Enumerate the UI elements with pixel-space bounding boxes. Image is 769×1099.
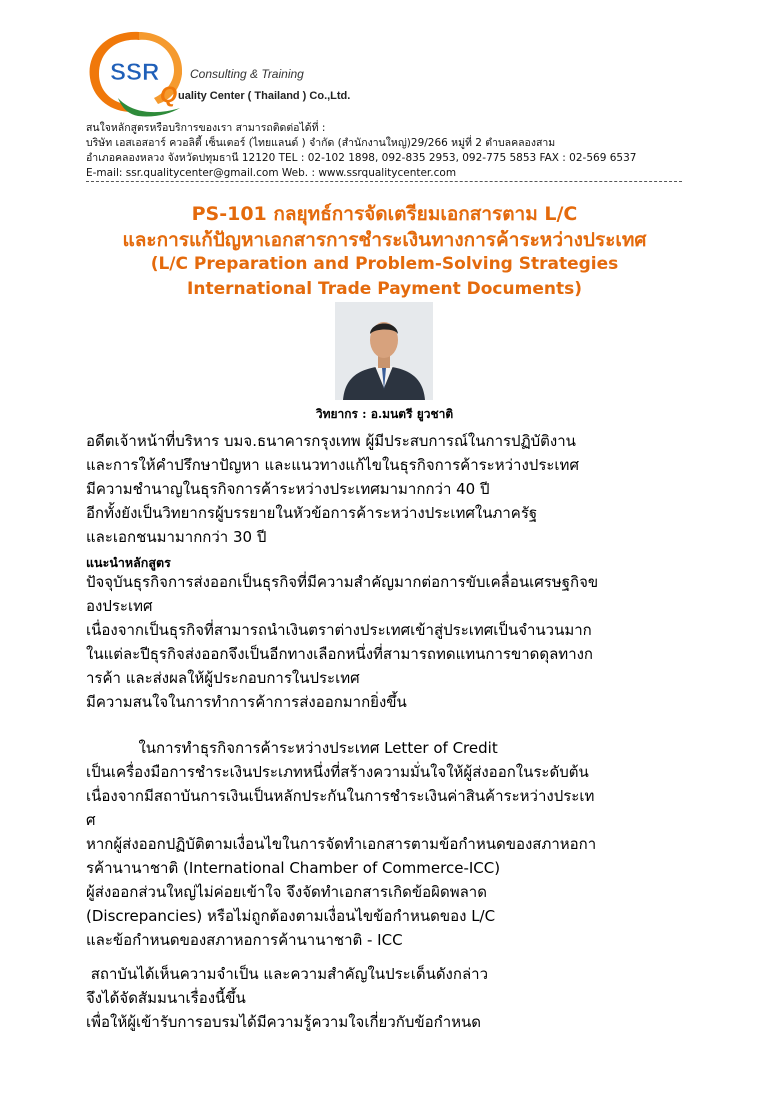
intro-paragraph-3 [86, 962, 488, 1034]
paragraph-line: ารค้า และส่งผลให้ผู้ประกอบการในประเทศ [86, 669, 360, 687]
bio-line: และเอกชนมามากกว่า 30 ปี [86, 528, 267, 546]
paragraph-line: องประเทศ [86, 597, 153, 615]
contact-line: อำเภอคลองหลวง จังหวัดปทุมธานี 12120 TEL : 02-102 1898, 092-835 2953, 092-775 5853 FAX : 02-569 6537 [86, 152, 637, 164]
bio-line: อีกทั้งยังเป็นวิทยากรผู้บรรยายในหัวข้อการค้าระหว่างประเทศในภาครัฐ [86, 504, 538, 522]
paragraph-line: เนื่องจากมีสถาบันการเงินเป็นหลักประกันในการชำระเงินค่าสินค้าระหว่างประเท [86, 787, 595, 805]
paragraph-line: ในการทำธุรกิจการค้าระหว่างประเทศ Letter of Credit [86, 739, 498, 757]
paragraph-line: (Discrepancies) หรือไม่ถูกต้องตามเงื่อนไขข้อกำหนดของ L/C [86, 907, 496, 925]
contact-line: สนใจหลักสูตรหรือบริการของเรา สามารถติดต่อได้ที่ : [86, 122, 326, 134]
logo-letter: Q [160, 82, 178, 107]
paragraph-line: ผู้ส่งออกส่วนใหญ่ไม่ค่อยเข้าใจ จึงจัดทำเอกสารเกิดข้อผิดพลาด [86, 883, 487, 901]
bio-line: อดีตเจ้าหน้าที่บริหาร บมจ.ธนาคารกรุงเทพ ผู้มีประสบการณ์ในการปฏิบัติงาน [86, 432, 576, 450]
course-title-en-line: International Trade Payment Documents) [187, 279, 582, 299]
logo-tagline: Consulting & Training [190, 67, 304, 81]
logo-org-name: uality Center ( Thailand ) Co.,Ltd. [178, 90, 351, 102]
divider [86, 181, 682, 182]
paragraph-line: มีความสนใจในการทำการค้าการส่งออกมากยิ่งขึ้น [86, 693, 407, 711]
paragraph-line: และข้อกำหนดของสภาหอการค้านานาชาติ - ICC [86, 931, 403, 949]
logo-acronym: SSR [110, 59, 160, 86]
section-heading: แนะนำหลักสูตร [86, 555, 171, 570]
course-title-line: และการแก้ปัญหาเอกสารการชำระเงินทางการค้าระหว่างประเทศ [122, 229, 647, 251]
intro-paragraph-2 [86, 736, 596, 952]
bio-line: และการให้คำปรึกษาปัญหา และแนวทางแก้ไขในธุรกิจการค้าระหว่างประเทศ [86, 456, 579, 474]
intro-paragraph-1 [86, 570, 598, 714]
contact-block [86, 121, 636, 181]
instructor-caption: วิทยากร : อ.มนตรี ยูวชาติ [315, 407, 454, 421]
course-title-line: PS-101 กลยุทธ์การจัดเตรียมเอกสารตาม L/C [191, 203, 578, 225]
contact-line: E-mail: ssr.qualitycenter@gmail.com Web. : www.ssrqualitycenter.com [86, 167, 457, 179]
paragraph-line: ในแต่ละปีธุรกิจส่งออกจึงเป็นอีกทางเลือกหนึ่งที่สามารถทดแทนการขาดดุลทางก [86, 645, 594, 663]
paragraph-line: สถาบันได้เห็นความจำเป็น และความสำคัญในประเด็นดังกล่าว [86, 965, 489, 983]
paragraph-line: ปัจจุบันธุรกิจการส่งออกเป็นธุรกิจที่มีความสำคัญมากต่อการขับเคลื่อนเศรษฐกิจข [86, 573, 599, 591]
bio-line: มีความชำนาญในธุรกิจการค้าระหว่างประเทศมามากกว่า 40 ปี [86, 480, 490, 498]
instructor-bio [86, 429, 579, 549]
paragraph-line: เพื่อให้ผู้เข้ารับการอบรมได้มีความรู้ความใจเกี่ยวกับข้อกำหนด [86, 1013, 481, 1031]
paragraph-line: หากผู้ส่งออกปฏิบัติตามเงื่อนไขในการจัดทำเอกสารตามข้อกำหนดของสภาหอกา [86, 835, 597, 853]
paragraph-line: เป็นเครื่องมือการชำระเงินประเภทหนึ่งที่สร้างความมั่นใจให้ผู้ส่งออกในระดับต้น [86, 763, 589, 781]
paragraph-line: จึงได้จัดสัมมนาเรื่องนี้ขึ้น [86, 989, 246, 1007]
contact-line: บริษัท เอสเอสอาร์ ควอลิตี้ เซ็นเตอร์ (ไทยแลนด์ ) จำกัด (สำนักงานใหญ่)29/266 หมู่ที่ 2 ตำบลคลองสาม [86, 137, 556, 149]
paragraph-line: เนื่องจากเป็นธุรกิจที่สามารถนำเงินตราต่างประเทศเข้าสู่ประเทศเป็นจำนวนมาก [86, 621, 592, 639]
paragraph-line: ศ [86, 811, 96, 829]
paragraph-line: รค้านานาชาติ (International Chamber of Commerce-ICC) [86, 859, 501, 877]
course-title-en-line: (L/C Preparation and Problem-Solving Strategies [150, 254, 619, 274]
instructor-photo [335, 302, 433, 400]
